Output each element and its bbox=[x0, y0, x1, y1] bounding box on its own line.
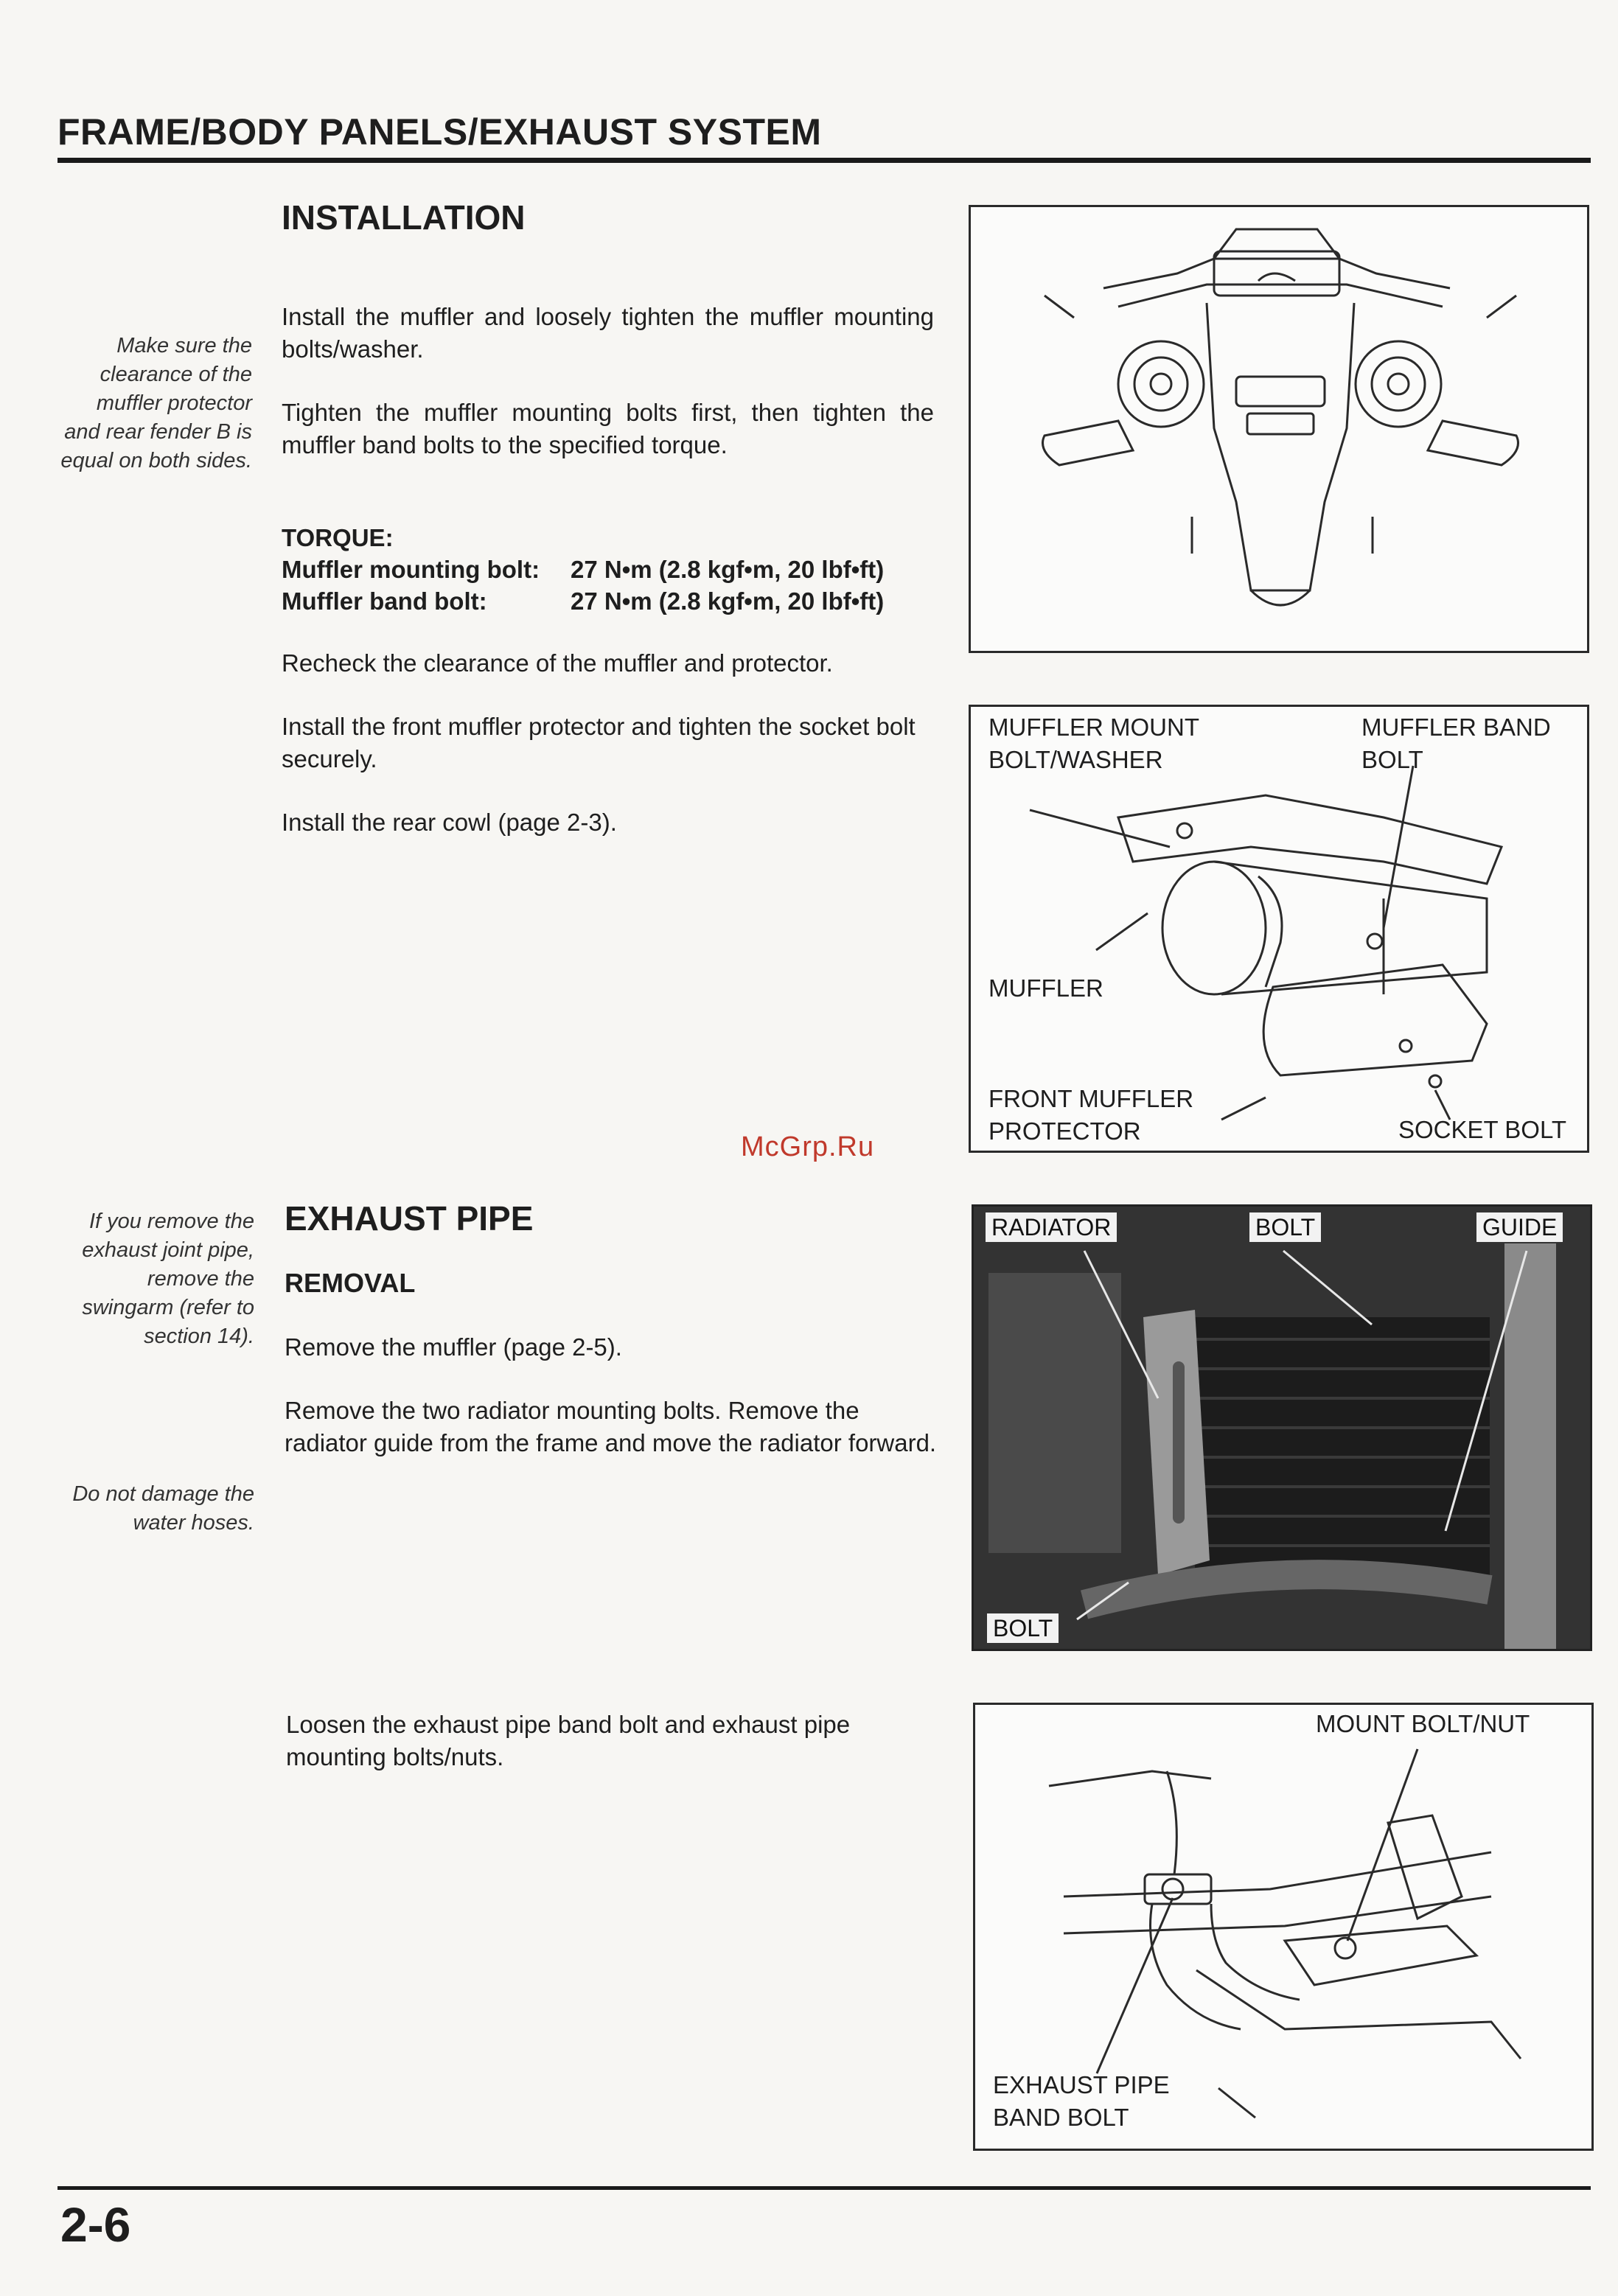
label-socket-bolt: SOCKET BOLT bbox=[1398, 1116, 1567, 1143]
exhaust-body-2 bbox=[286, 1709, 942, 1804]
installation-heading: INSTALLATION bbox=[282, 198, 526, 237]
exhaust-side-note-2: Do not damage the water hoses. bbox=[72, 1482, 254, 1535]
footer-rule bbox=[57, 2186, 1591, 2190]
figure-radiator-photo bbox=[972, 1204, 1592, 1651]
label-muffler-band-bolt: MUFFLER BAND BOLT bbox=[1361, 713, 1551, 773]
exhaust-side-note-1: If you remove the exhaust joint pipe, remove the swingarm (refer to section 14). bbox=[82, 1210, 254, 1348]
label-front-muffler-protector: FRONT MUFFLER PROTECTOR bbox=[988, 1085, 1194, 1145]
label-muffler: MUFFLER bbox=[988, 974, 1103, 1002]
label-guide: GUIDE bbox=[1475, 1211, 1564, 1243]
torque-row-value: 27 N•m (2.8 kgf•m, 20 lbf•ft) bbox=[571, 587, 885, 615]
installation-para-5: Install the rear cowl (page 2-3). bbox=[282, 809, 617, 836]
label-bolt-top: BOLT bbox=[1248, 1211, 1322, 1243]
exhaust-para-1: Remove the muffler (page 2-5). bbox=[285, 1333, 622, 1361]
page-number: 2-6 bbox=[60, 2197, 131, 2252]
header-rule bbox=[57, 158, 1591, 163]
exhaust-para-3: Loosen the exhaust pipe band bolt and exhaust pipe mounting bolts/nuts. bbox=[286, 1711, 851, 1770]
watermark: McGrp.Ru bbox=[741, 1131, 875, 1162]
exhaust-body bbox=[285, 1331, 941, 1490]
label-radiator: RADIATOR bbox=[984, 1211, 1118, 1243]
installation-para-2: Tighten the muffler mounting bolts first, then tighten the muffler band bolts to the specified torque. bbox=[282, 399, 934, 458]
installation-body-2 bbox=[282, 647, 945, 870]
installation-side-note: Make sure the clearance of the muffler protector and rear fender B is equal on both sides. bbox=[60, 334, 252, 472]
torque-row-name: Muffler mounting bolt: bbox=[282, 556, 540, 583]
page-header-title: FRAME/BODY PANELS/EXHAUST SYSTEM bbox=[57, 111, 822, 153]
label-mount-bolt-nut: MOUNT BOLT/NUT bbox=[1316, 1710, 1530, 1737]
installation-body bbox=[282, 301, 934, 492]
torque-label: TORQUE: bbox=[282, 524, 394, 551]
figure-exhaust-pipe bbox=[973, 1703, 1594, 2151]
torque-row bbox=[282, 554, 945, 585]
torque-spec bbox=[282, 522, 945, 617]
installation-para-1: Install the muffler and loosely tighten the muffler mounting bolts/washer. bbox=[282, 303, 934, 363]
exhaust-heading: EXHAUST PIPE bbox=[285, 1199, 534, 1238]
installation-para-4: Install the front muffler protector and tighten the socket bolt securely. bbox=[282, 713, 916, 772]
label-bolt-bottom: BOLT bbox=[986, 1612, 1060, 1644]
rear-view-illustration bbox=[971, 207, 1587, 651]
torque-row-value: 27 N•m (2.8 kgf•m, 20 lbf•ft) bbox=[571, 556, 885, 583]
installation-para-3: Recheck the clearance of the muffler and protector. bbox=[282, 649, 833, 677]
exhaust-para-2: Remove the two radiator mounting bolts. Remove the radiator guide from the frame and move the radiator forward. bbox=[285, 1397, 937, 1456]
radiator-illustration bbox=[974, 1207, 1590, 1649]
removal-subheading: REMOVAL bbox=[285, 1268, 416, 1298]
torque-row bbox=[282, 585, 945, 617]
torque-row-name: Muffler band bolt: bbox=[282, 587, 487, 615]
label-muffler-mount-bolt: MUFFLER MOUNT BOLT/WASHER bbox=[988, 713, 1199, 773]
figure-rear-view bbox=[969, 205, 1589, 653]
label-exhaust-pipe-band-bolt: EXHAUST PIPE BAND BOLT bbox=[993, 2071, 1170, 2131]
figure-muffler bbox=[969, 705, 1589, 1153]
